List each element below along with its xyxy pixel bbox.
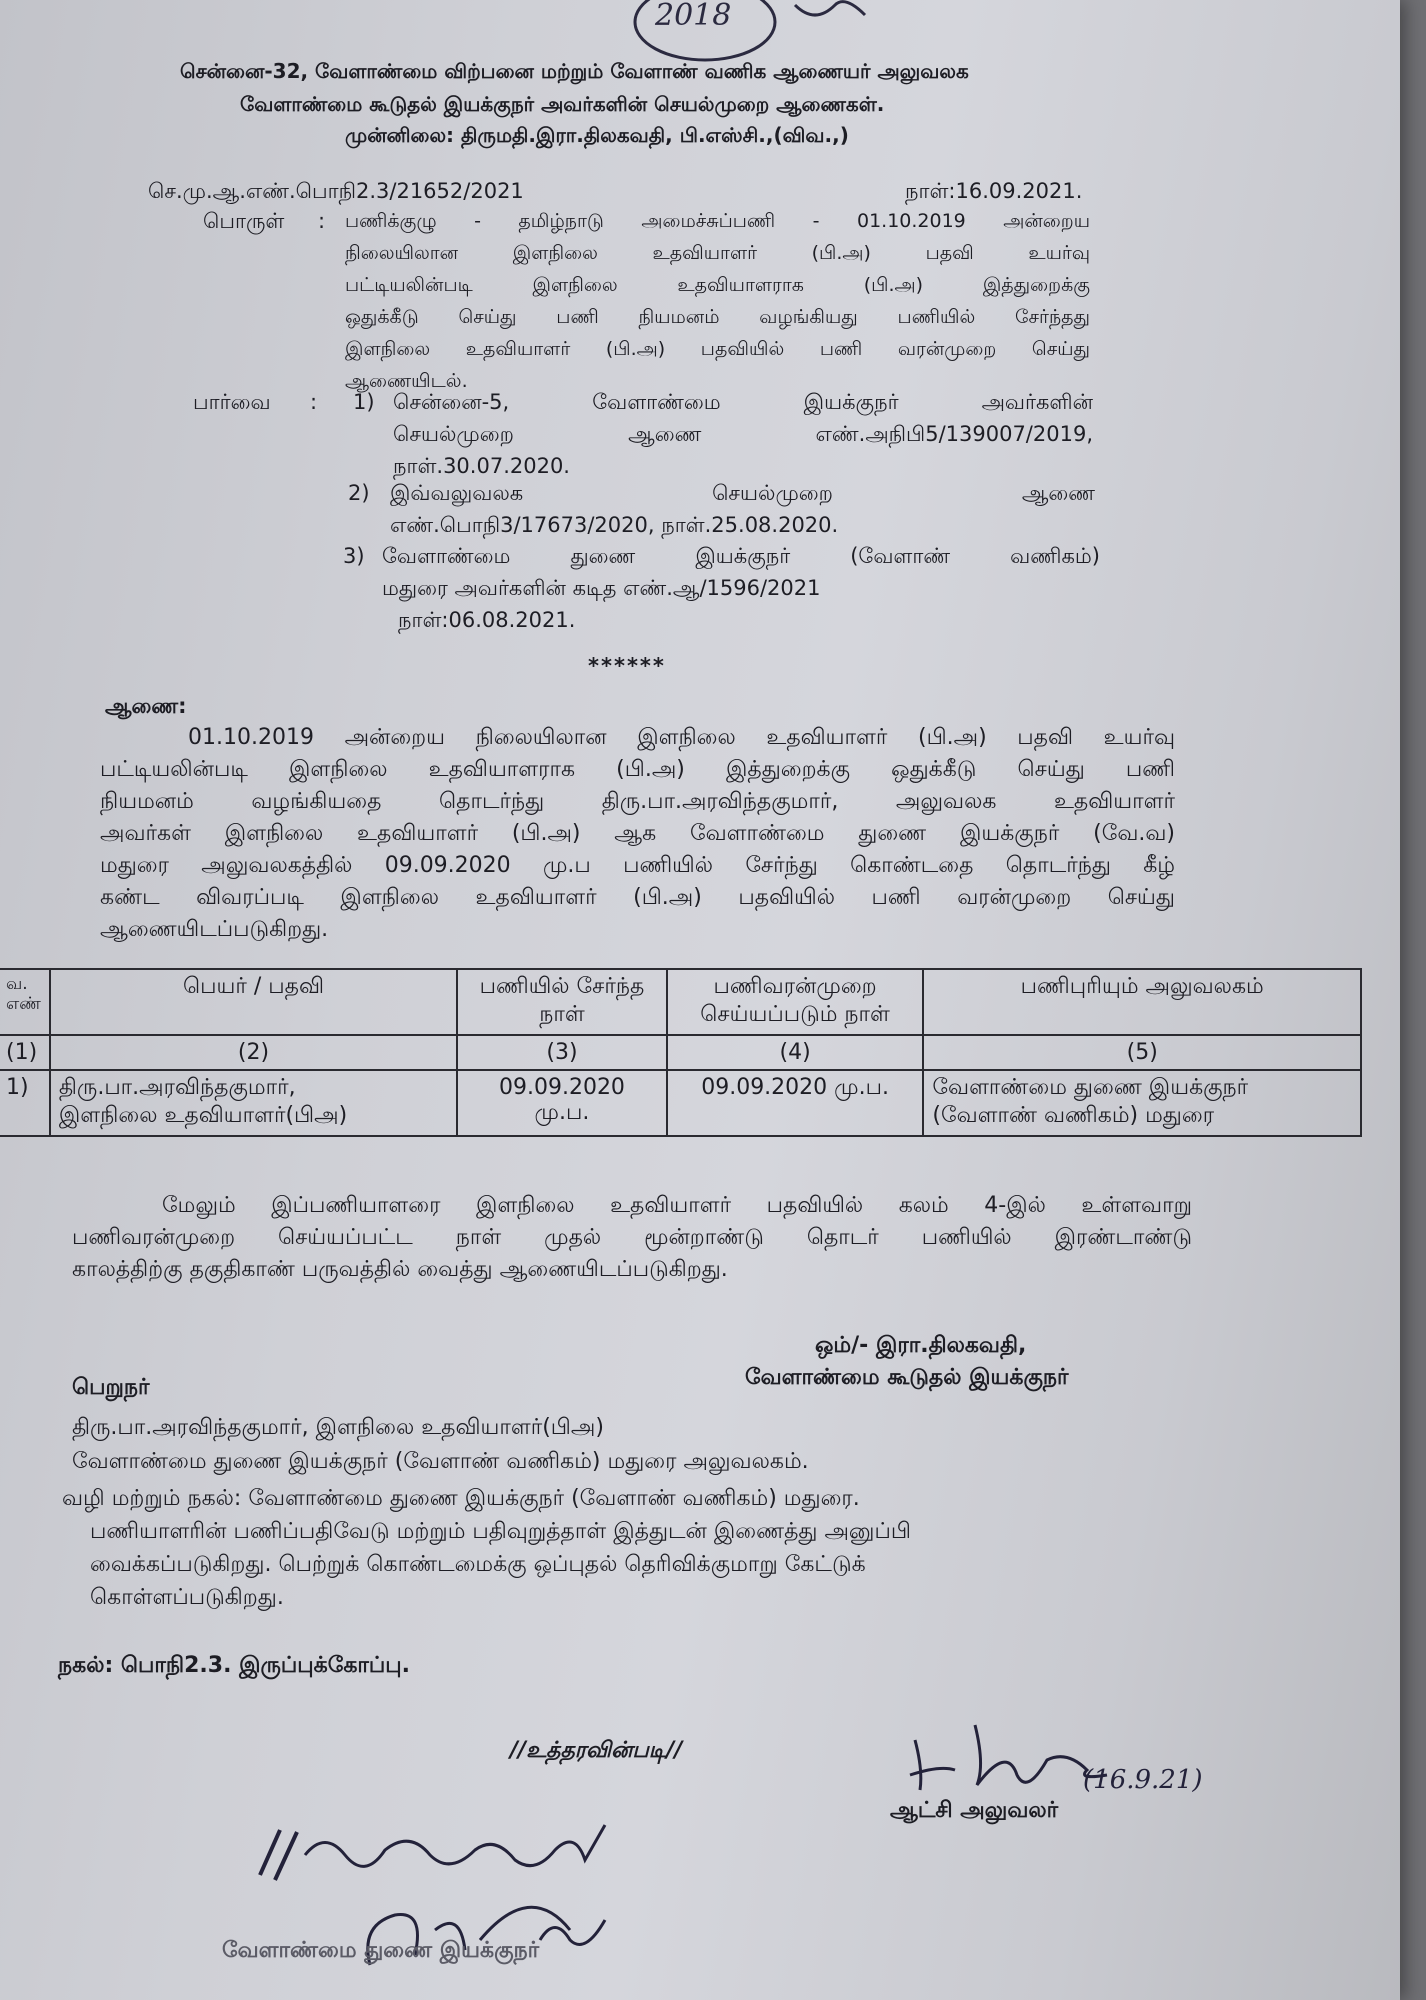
employee-name: திரு.பா.அரவிந்தகுமார், (58, 1075, 296, 1100)
copy-via-block (62, 1482, 1102, 1614)
subject-text (345, 205, 1090, 397)
paragraph-line: மேலும் இப்பணியாளரை இளநிலை உதவியாளர் பதவியில் கலம் 4-இல் உள்ளவாறு (162, 1193, 1192, 1218)
header-office: பணிபுரியும் அலுவலகம் (923, 969, 1361, 1035)
order-line: நியமனம் வழங்கியதை தொடர்ந்து திரு.பா.அரவிந்தகுமார், அலுவலக உதவியாளர் (100, 789, 1175, 814)
table-header-row (0, 969, 1361, 1035)
reference-line: இவ்வலுவலக செயல்முறை ஆணை (390, 481, 1095, 505)
reference-item-3-number: 3) (343, 544, 365, 568)
reference-line: சென்னை-5, வேளாண்மை இயக்குநர் அவர்களின் (393, 390, 1093, 414)
header-line-3: முன்னிலை: திருமதி.இரா.திலகவதி, பி.எஸ்சி.,(விவ.,) (345, 123, 849, 147)
cell-joining-date (457, 1070, 667, 1136)
signatory-title: வேளாண்மை கூடுதல் இயக்குநர் (745, 1365, 1069, 1390)
paragraph-line: பணிவரன்முறை செய்யப்பட்ட நாள் முதல் மூன்றாண்டு தொடர் பணியில் இரண்டாண்டு (72, 1225, 1192, 1250)
subject-line: ஒதுக்கீடு செய்து பணி நியமனம் வழங்கியது பணியில் சேர்ந்தது (345, 306, 1090, 328)
column-number: (5) (923, 1035, 1361, 1070)
copy-via-line: கொள்ளப்படுகிறது. (90, 1585, 284, 1610)
cell-serial: 1) (0, 1070, 50, 1136)
employee-post: இளநிலை உதவியாளர்(பிஅ) (58, 1103, 348, 1128)
header-line-1: சென்னை-32, வேளாண்மை விற்பனை மற்றும் வேளாண் வணிக ஆணையர் அலுவலக (180, 59, 969, 83)
admin-officer-title: ஆட்சி அலுவலர் (890, 1798, 1059, 1823)
reference-item-2 (390, 477, 1095, 541)
column-number: (4) (667, 1035, 924, 1070)
column-number: (1) (0, 1035, 50, 1070)
recipient-line-2: வேளாண்மை துணை இயக்குநர் (வேளாண் வணிகம்) மதுரை அலுவலகம். (72, 1449, 809, 1474)
reference-line: செயல்முறை ஆணை எண்.அநிபி5/139007/2019, (393, 422, 1093, 446)
header-line-2: வேளாண்மை கூடுதல் இயக்குநர் அவர்களின் செயல்முறை ஆணைகள். (240, 92, 885, 116)
column-number: (2) (50, 1035, 457, 1070)
reference-line: எண்.பொநி3/17673/2020, நாள்.25.08.2020. (390, 513, 839, 537)
admin-officer-signature-date: (16.9.21) (1083, 1765, 1203, 1795)
svg-text:2018: 2018 (655, 0, 732, 33)
reference-line: மதுரை அவர்களின் கடித எண்.ஆ/1596/2021 (382, 576, 821, 600)
separator: ****** (588, 654, 666, 678)
subject-line: இளநிலை உதவியாளர் (பி.அ) பதவியில் பணி வரன்முறை செய்து (345, 338, 1090, 360)
subject-label: பொருள் (203, 209, 285, 233)
references-colon: : (310, 390, 318, 414)
reference-item-3 (382, 540, 1100, 636)
by-order-line: //உத்தரவின்படி// (510, 1738, 683, 1763)
reference-line: வேளாண்மை துணை இயக்குநர் (வேளாண் வணிகம்) (382, 544, 1100, 568)
order-line: 01.10.2019 அன்றைய நிலையிலான இளநிலை உதவியாளர் (பி.அ) பதவி உயர்வு (188, 725, 1175, 750)
subject-line: பணிக்குழு - தமிழ்நாடு அமைச்சுப்பணி - 01.10.2019 அன்றைய (345, 210, 1090, 232)
header-name-post: பெயர் / பதவி (50, 969, 457, 1035)
order-body (100, 722, 1175, 946)
cell-regularisation-date: 09.09.2020 மு.ப. (667, 1070, 924, 1136)
office-line: (வேளாண் வணிகம்) மதுரை (932, 1103, 1215, 1128)
subject-colon: : (318, 209, 326, 233)
probation-paragraph (72, 1190, 1192, 1286)
office-line: வேளாண்மை துணை இயக்குநர் (932, 1075, 1249, 1100)
header-serial: வ. எண் (0, 969, 50, 1035)
recipient-line-1: திரு.பா.அரவிந்தகுமார், இளநிலை உதவியாளர்(பிஅ) (72, 1415, 604, 1440)
joining-date: 09.09.2020 (498, 1075, 625, 1100)
header-regularisation-date: பணிவரன்முறை செய்யப்படும் நாள் (667, 969, 924, 1035)
reference-item-1-number: 1) (353, 390, 375, 414)
copy-via-line: வைக்கப்படுகிறது. பெற்றுக் கொண்டமைக்கு ஒப்புதல் தெரிவிக்குமாறு கேட்டுக் (90, 1552, 866, 1577)
references-label: பார்வை (193, 390, 271, 414)
paragraph-line: காலத்திற்கு தகுதிகாண் பருவத்தில் வைத்து ஆணையிடப்படுகிறது. (72, 1257, 728, 1282)
regularisation-table (0, 968, 1362, 1137)
reference-date: நாள்:16.09.2021. (905, 179, 1083, 203)
signatory-name: ஒம்/- இரா.திலகவதி, (815, 1333, 1027, 1358)
recipient-label: பெறுநர் (72, 1375, 150, 1400)
reference-item-2-number: 2) (348, 481, 370, 505)
bottom-stamp-text: வேளாண்மை துணை இயக்குநர் (222, 1938, 540, 1963)
reference-line: நாள்.30.07.2020. (393, 454, 570, 478)
table-row (0, 1070, 1361, 1136)
reference-number: செ.மு.ஆ.எண்.பொநி2.3/21652/2021 (148, 179, 524, 203)
copy-file-line: நகல்: பொநி2.3. இருப்புக்கோப்பு. (58, 1653, 410, 1678)
reference-item-1 (393, 386, 1093, 482)
order-label: ஆணை: (105, 694, 187, 718)
copy-via-line: வழி மற்றும் நகல்: வேளாண்மை துணை இயக்குநர் (வேளாண் வணிகம்) மதுரை. (62, 1486, 860, 1511)
table-column-number-row (0, 1035, 1361, 1070)
order-line: மதுரை அலுவலகத்தில் 09.09.2020 மு.ப பணியில் சேர்ந்து கொண்டதை தொடர்ந்து கீழ் (100, 853, 1175, 878)
order-line: அவர்கள் இளநிலை உதவியாளர் (பி.அ) ஆக வேளாண்மை துணை இயக்குநர் (வே.வ) (100, 821, 1175, 846)
reference-line: நாள்:06.08.2021. (398, 608, 576, 632)
joining-session: மு.ப. (534, 1100, 590, 1125)
order-line: ஆணையிடப்படுகிறது. (100, 917, 329, 942)
subject-line: பட்டியலின்படி இளநிலை உதவியாளராக (பி.அ) இத்துறைக்கு (345, 274, 1090, 296)
bottom-handwriting-icon (250, 1815, 700, 1995)
subject-line: நிலையிலான இளநிலை உதவியாளர் (பி.அ) பதவி உயர்வு (345, 242, 1090, 264)
cell-name-post (50, 1070, 457, 1136)
signature-date-value: 16.9.21 (1093, 1765, 1193, 1795)
header-joining-date: பணியில் சேர்ந்த நாள் (457, 969, 667, 1035)
order-line: கண்ட விவரப்படி இளநிலை உதவியாளர் (பி.அ) பதவியில் பணி வரன்முறை செய்து (100, 885, 1175, 910)
column-number: (3) (457, 1035, 667, 1070)
subject-line: ஆணையிடல். (345, 370, 468, 392)
cell-office (923, 1070, 1361, 1136)
order-line: பட்டியலின்படி இளநிலை உதவியாளராக (பி.அ) இத்துறைக்கு ஒதுக்கீடு செய்து பணி (100, 757, 1175, 782)
copy-via-line: பணியாளரின் பணிப்பதிவேடு மற்றும் பதிவுறுத்தாள் இத்துடன் இணைத்து அனுப்பி (90, 1519, 911, 1544)
